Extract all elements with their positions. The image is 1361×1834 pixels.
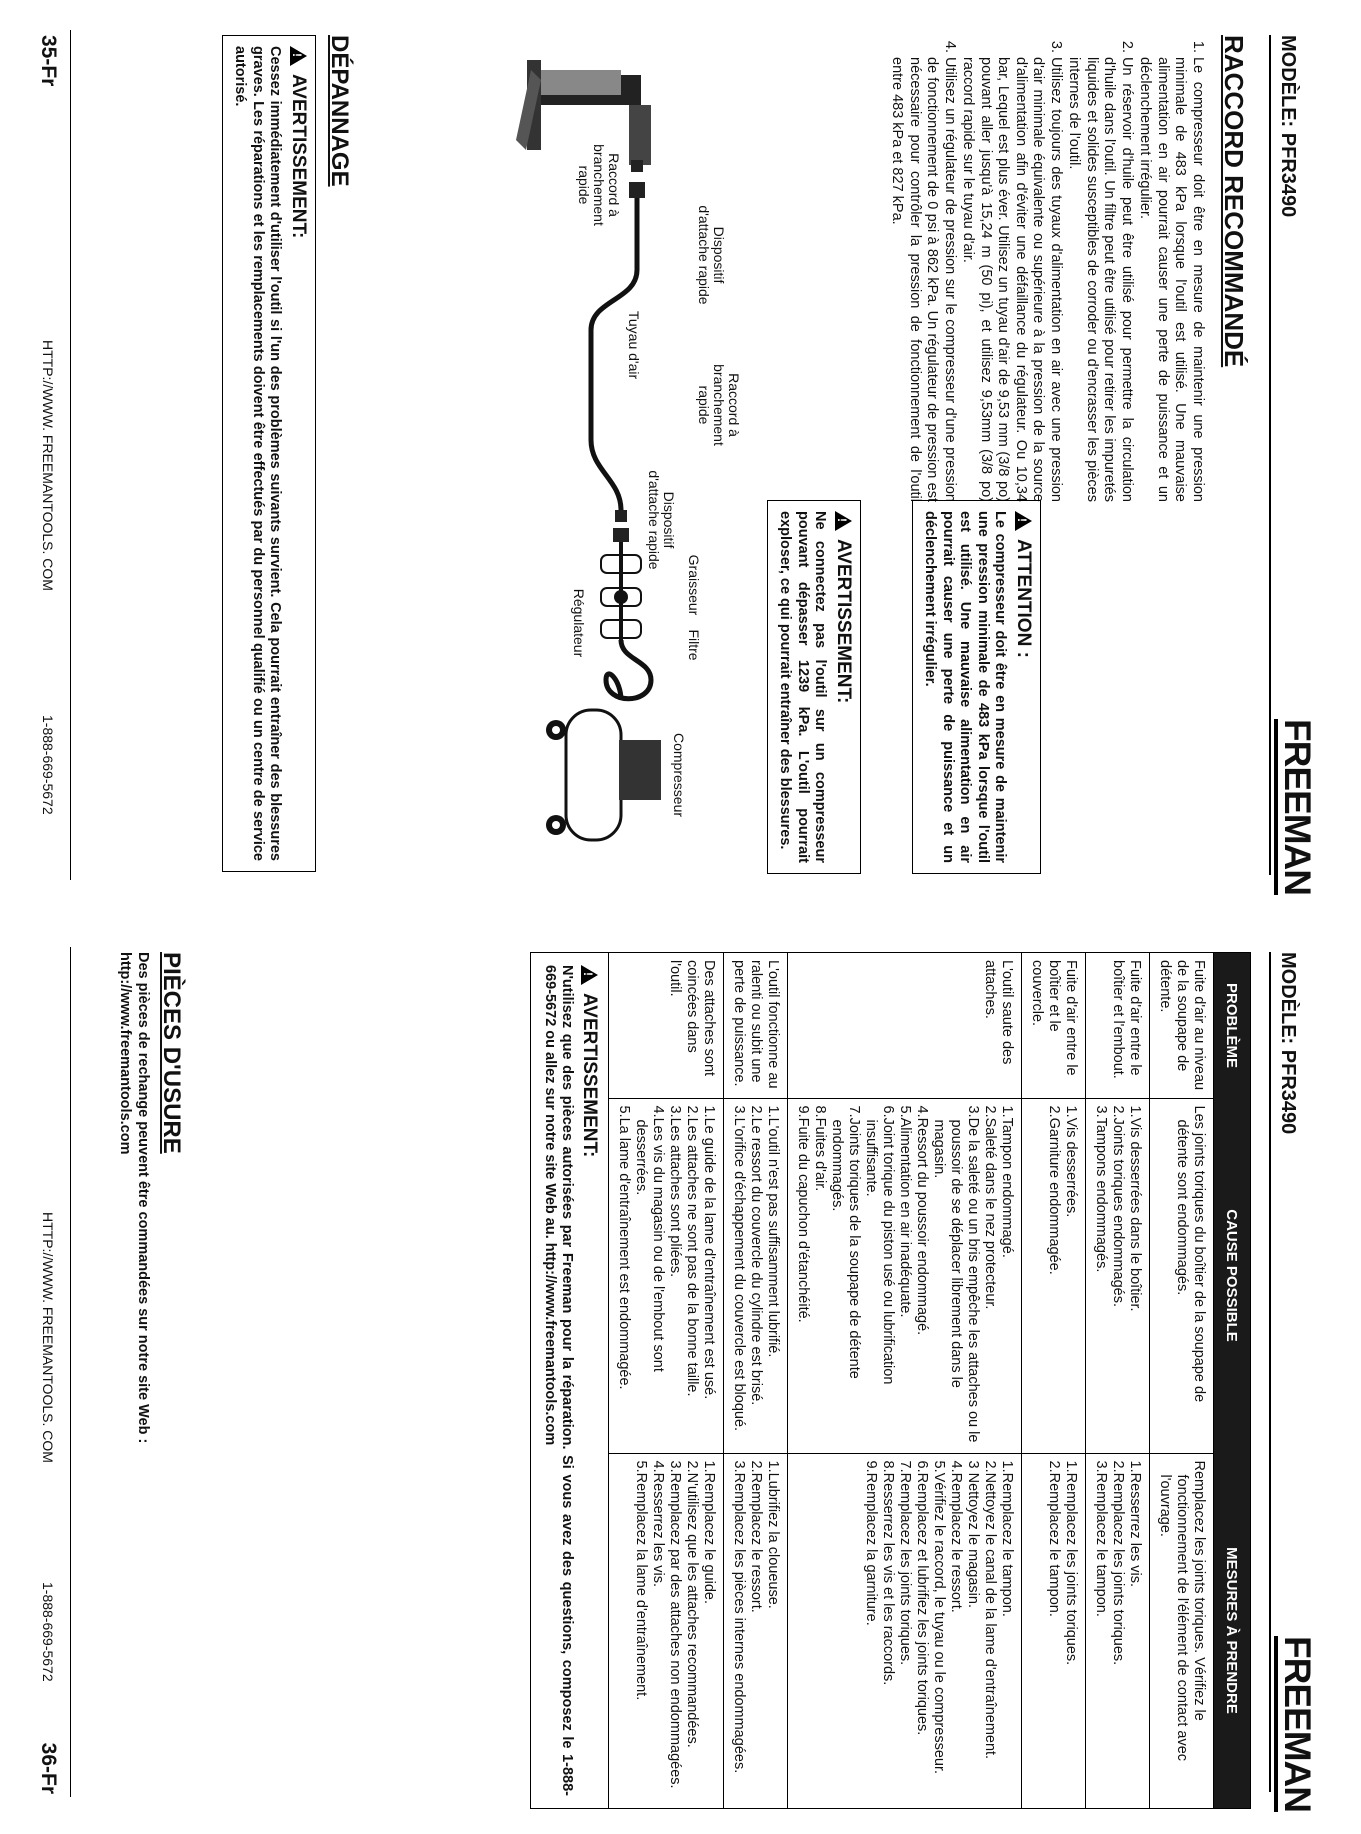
troubleshooting-table-wrap: [530, 952, 1251, 1809]
warning-title: AVERTISSEMENT:: [288, 74, 309, 239]
label-regulator: Régulateur: [571, 588, 587, 658]
list-item: 4.Les vis du magasin ou de l'embout sont desserrées.: [633, 1105, 666, 1372]
label-quick-coupler-2: Dispositif d'attache rapide: [646, 470, 677, 570]
page-number: 36-Fr: [37, 1742, 60, 1794]
list-item: 3.De la saleté ou un bris empêche les attaches ou le poussoir de se déplacer librement dans le magasin.: [931, 1105, 981, 1443]
list-item: 9.Remplacez la garniture.: [863, 1460, 879, 1626]
list-item: 3.Les attaches sont pliées.: [667, 1105, 683, 1278]
list-item: 4.Resserrez les vis.: [650, 1460, 666, 1588]
footer-rule: [70, 947, 71, 1797]
list-item: 6.Joint torique du piston usé ou lubrification insuffisante.: [863, 1105, 896, 1385]
header-problem: PROBLÈME: [1214, 953, 1251, 1098]
attention-box: [912, 500, 1041, 874]
warning-title: AVERTISSEMENT:: [833, 539, 854, 704]
wear-parts-text: Des pièces de rechange peuvent être commandées sur notre site Web :: [135, 952, 151, 1444]
model-title: MODÈLE: PFR3490: [1277, 952, 1299, 1135]
warning-text: Cessez immédiatement d'utiliser l'outil si l'un des problèmes suivants survient. Cela pourrait entraîner des blessures graves. Les réparations et les remplacements doivent être effectués par du personnel qualifié ou un centre de service autorisé.: [232, 46, 284, 861]
causes-list: [615, 1106, 717, 1446]
list-item: 1.Vis desserrées dans le boîtier.: [1127, 1105, 1143, 1312]
causes-cell: [1086, 1098, 1150, 1453]
causes-list: [794, 1106, 1015, 1446]
warning-box-depannage: [222, 35, 316, 872]
causes-list: [730, 1106, 781, 1446]
list-item: Les joints toriques du boîtier de la soupape de détente sont endommagés.: [1174, 1105, 1207, 1403]
model-title: MODÈLE: PFR3490: [1277, 35, 1299, 218]
list-item: 3.L'orifice d'échappement du couvercle est bloqué.: [731, 1105, 747, 1432]
quick-plug-2: [615, 510, 627, 522]
label-filter: Filtre: [686, 629, 702, 661]
list-item: 3 Nettoyez le magasin.: [965, 1460, 981, 1608]
page-36: [0, 917, 1361, 1834]
causes-list: [1045, 1106, 1079, 1446]
list-item: 2.Les attaches ne sont pas de la bonne taille.: [684, 1105, 700, 1397]
label-lubricator: Graisseur: [686, 554, 702, 616]
actions-list: [862, 1461, 1015, 1802]
label-compressor: Compresseur: [671, 732, 687, 818]
actions-list: [1045, 1461, 1079, 1802]
actions-list: [730, 1461, 781, 1802]
actions-cell: [1150, 1453, 1214, 1808]
list-item: 4.Remplacez le ressort.: [948, 1460, 964, 1613]
problem-cell: L'outil saute des attaches.: [788, 953, 1022, 1098]
compressor-illustration: [546, 710, 661, 840]
table-row: [609, 953, 724, 1808]
quick-coupler-1: [629, 182, 645, 198]
problem-cell: Fuite d'air au niveau de la soupape de détente.: [1150, 953, 1214, 1098]
page-number: 35-Fr: [37, 35, 60, 87]
quick-coupler-2: [613, 528, 629, 542]
list-item: 3.Tampons endommagés.: [1093, 1105, 1109, 1273]
list-item: 1.Lubrifiez la cloueuse.: [765, 1460, 781, 1609]
list-item: 5.Remplacez la lame d'entraînement.: [633, 1460, 649, 1701]
actions-list: [1156, 1461, 1207, 1802]
table-row: [1086, 953, 1150, 1808]
footer-url[interactable]: HTTP://WWW. FREEMANTOOLS. COM: [40, 1212, 56, 1463]
list-item: 3.Remplacez les pièces internes endommagées.: [731, 1460, 747, 1774]
actions-cell: [788, 1453, 1022, 1808]
label-air-hose: Tuyau d'air: [626, 310, 642, 380]
list-item: 2.Saleté dans le nez protecteur.: [982, 1105, 998, 1310]
list-item: 3.Remplacez par des attaches non endommagées.: [667, 1460, 683, 1789]
causes-list: [1173, 1106, 1207, 1446]
list-item: 1.Remplacez le tampon.: [999, 1460, 1015, 1617]
list-item: 6.Remplacez et lubrifiez les joints toriques.: [914, 1460, 930, 1736]
warning-title: AVERTISSEMENT:: [579, 993, 600, 1158]
list-item: 1.Remplacez les joints toriques.: [1063, 1460, 1079, 1666]
problem-cell: L'outil fonctionne au ralenti ou subit une perte de puissance.: [724, 953, 788, 1098]
table-row: [788, 953, 1022, 1808]
compressor-hose: [606, 640, 651, 700]
air-supply-diagram: [381, 40, 681, 860]
problem-cell: Fuite d'air entre le boîtier et le couvercle.: [1022, 953, 1086, 1098]
troubleshooting-table: [609, 953, 1250, 1808]
problem-cell: Des attaches sont coincées dans l'outil.: [609, 953, 724, 1098]
footer-phone: 1-888-669-5672: [40, 1582, 56, 1682]
warning-text: N'utilisez que des pièces autorisées par Freeman pour la réparation. Si vous avez des questions, composez le 1-888-669-5672 ou allez sur notre site Web au. http://www.freemantools.com: [542, 965, 575, 1796]
section-heading-depannage: DÉPANNAGE: [326, 35, 353, 187]
warning-triangle-icon: [290, 46, 307, 66]
label-quick-plug-2: Raccord à branchement rapide: [696, 364, 742, 446]
footer-phone: 1-888-669-5672: [40, 715, 56, 815]
actions-cell: [724, 1453, 788, 1808]
actions-cell: [1022, 1453, 1086, 1808]
list-item: 3.Remplacez le tampon.: [1093, 1460, 1109, 1617]
list-item: 8.Resserrez les vis et les raccords.: [880, 1460, 896, 1686]
problem-cell: Fuite d'air entre le boîtier et l'embout.: [1086, 953, 1150, 1098]
freeman-logo: FREEMAN: [1274, 1636, 1316, 1812]
quick-plug-1: [631, 160, 643, 172]
list-item: 2.Remplacez le tampon.: [1046, 1460, 1062, 1617]
actions-list: [1092, 1461, 1143, 1802]
list-item: 5.Alimentation en air inadéquate.: [897, 1105, 913, 1318]
warning-box-compressor: [767, 500, 861, 874]
warning-text: Ne connectez pas l'outil sur un compresseur pouvant dépasser 1239 kPa. L'outil pourrait exploser, ce qui pourrait entraîner des blessures.: [777, 511, 829, 863]
section-heading-raccord: RACCORD RECOMMANDÉ: [1219, 35, 1249, 368]
table-row: [1150, 953, 1214, 1808]
frl-unit: [601, 542, 641, 640]
header-cause: CAUSE POSSIBLE: [1214, 1098, 1251, 1453]
list-item: 5.Vérifiez le raccord, le tuyau ou le compresseur.: [931, 1460, 947, 1775]
list-item: 4. Utilisez un régulateur de pression sur le compresseur d'une pression de fonctionnement de 0 psi à 862 kPa. Un régulateur de pression est nécessaire pour contrôler la pression de fonctionnement de l'outil entre 483 kPa et 827 kPa.: [888, 57, 958, 502]
list-item: 2.Garniture endommagée.: [1046, 1105, 1062, 1275]
warning-triangle-icon: [835, 511, 852, 531]
list-item: 7.Joints toriques de la soupape de détente endommagés.: [829, 1105, 862, 1379]
attention-title: ATTENTION :: [1013, 539, 1034, 658]
actions-cell: [609, 1453, 724, 1808]
list-item: 2. Un réservoir d'huile peut être utilisé pour permettre la circulation d'huile dans l'outil. Un filtre peut être utilisé pour retirer les impuretés liquides et solides susceptibles de corroder ou d'encrasser les pièces internes de l'outil.: [1065, 57, 1135, 502]
list-item: 5.La lame d'entraînement est endommagée.: [616, 1105, 632, 1390]
label-quick-plug-1: Raccord à branchement rapide: [576, 144, 622, 226]
label-quick-coupler-1: Dispositif d'attache rapide: [696, 205, 727, 305]
table-header-row: [1214, 953, 1251, 1808]
header-rule: [1269, 952, 1271, 1792]
causes-cell: [1022, 1098, 1086, 1453]
list-item: 1.Le guide de la lame d'entraînement est usé.: [701, 1105, 717, 1400]
warning-triangle-icon: [581, 965, 598, 985]
table-row: [1022, 953, 1086, 1808]
list-item: 1. Le compresseur doit être en mesure de maintenir une pression minimale de 483 kPa lorsque l'outil est utilisé. Une mauvaise alimentation en air pourrait causer une perte de puissance et un déclenchement irrégulier.: [1136, 57, 1206, 502]
list-item: 2.Le ressort du couvercle du cylindre est brisé.: [748, 1105, 764, 1406]
warning-parts-box: [531, 953, 609, 1808]
footer-rule: [70, 30, 71, 880]
list-item: 1.Vis desserrées.: [1063, 1105, 1079, 1218]
header-rule: [1269, 35, 1271, 875]
causes-cell: [788, 1098, 1022, 1453]
attention-text: Le compresseur doit être en mesure de maintenir une pression minimale de 483 kPa lorsque l'outil est utilisé. Une mauvaise alimentation en air pourrait causer une perte de puissance et un déclenchement irrégulier.: [922, 511, 1009, 863]
list-item: 1.Resserrez les vis.: [1127, 1460, 1143, 1588]
raccord-list: [887, 35, 1206, 502]
causes-cell: [724, 1098, 788, 1453]
causes-cell: [1150, 1098, 1214, 1453]
wear-parts-url[interactable]: http://www.freemantools.com: [117, 952, 133, 1155]
footer-url[interactable]: HTTP://WWW. FREEMANTOOLS. COM: [40, 340, 56, 591]
list-item: 2.Remplacez le ressort.: [748, 1460, 764, 1613]
list-item: Remplacez les joints toriques. Vérifiez le fonctionnement de l'élément de contact avec l'ouvrage.: [1157, 1460, 1207, 1762]
list-item: 1.Tampon endommagé.: [999, 1105, 1015, 1258]
table-row: [724, 953, 788, 1808]
list-item: 7.Remplacez les joints toriques.: [897, 1460, 913, 1666]
list-item: 3. Utilisez toujours des tuyaux d'alimentation en air avec une pression d'air minimale équivalente ou supérieure à la pression de la source d'alimentation afin d'éviter une défaillance du régulateur. Ou 10,34 bar, Lequel est plus éver. Utilisez un tuyau d'air de 9,53 mm (3/8 po) pouvant aller jusqu'à 15,24 m (50 pi), et utilisez 9,53mm (3/8 po) raccord rapide sur le tuyau d'air.: [959, 57, 1064, 502]
section-heading-pieces-usure: PIÈCES D'USURE: [158, 952, 185, 1154]
actions-list: [632, 1461, 717, 1802]
list-item: 2.Joints toriques endommagés.: [1110, 1105, 1126, 1307]
freeman-logo: FREEMAN: [1274, 719, 1316, 895]
actions-cell: [1086, 1453, 1150, 1808]
list-item: 2.N'utilisez que les attaches recommandées.: [684, 1460, 700, 1748]
list-item: 2.Remplacez les joints toriques.: [1110, 1460, 1126, 1666]
list-item: 1.L'outil n'est pas suffisamment lubrifié.: [765, 1105, 781, 1358]
warning-triangle-icon: [1015, 511, 1032, 531]
list-item: 2.Nettoyez le canal de la lame d'entraînement.: [982, 1460, 998, 1760]
list-item: 8.Fuites d'air.: [812, 1105, 828, 1192]
causes-cell: [609, 1098, 724, 1453]
list-item: 4.Ressort du poussoir endommagé.: [914, 1105, 930, 1336]
list-item: 9.Fuite du capuchon d'étanchéité.: [795, 1105, 811, 1323]
list-item: 1.Remplacez le guide.: [701, 1460, 717, 1604]
causes-list: [1092, 1106, 1143, 1446]
header-action: MESURES À PRENDRE: [1214, 1453, 1251, 1808]
